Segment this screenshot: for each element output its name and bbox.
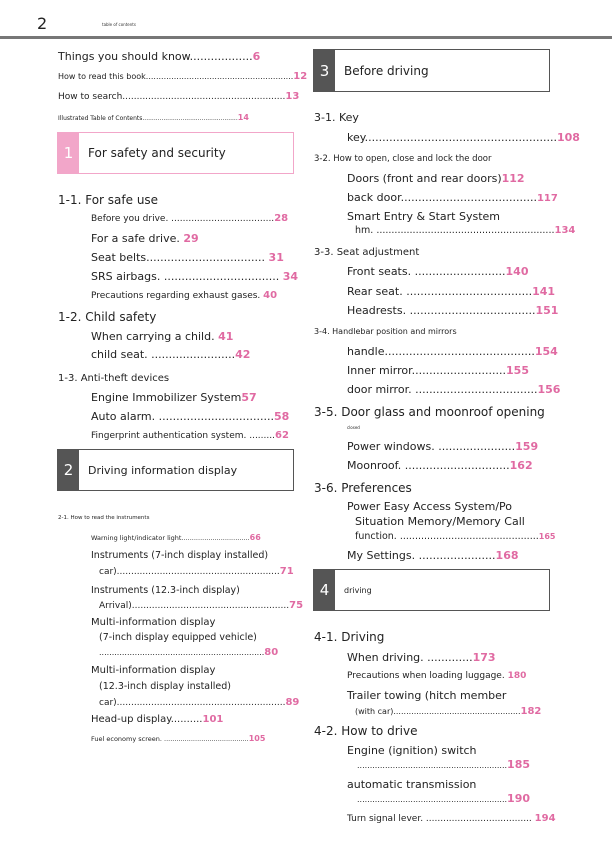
entry-page: 41 bbox=[218, 330, 234, 343]
toc-entry[interactable] bbox=[355, 225, 575, 236]
toc-entry-line[interactable]: Trailer towing (hitch member bbox=[347, 689, 507, 702]
entry-page: 156 bbox=[537, 383, 561, 396]
entry-page: 80 bbox=[264, 647, 279, 658]
toc-entry[interactable] bbox=[91, 391, 257, 404]
chapter-number: 2 bbox=[58, 450, 79, 490]
entry-page: 34 bbox=[282, 270, 299, 283]
entry-text: Power windows. ...................... bbox=[347, 440, 516, 453]
entry-text: Things you should know.................. bbox=[58, 50, 253, 63]
entry-page: 134 bbox=[554, 225, 576, 236]
entry-text: function. .............................................. bbox=[355, 531, 539, 542]
entry-page: 155 bbox=[506, 364, 529, 377]
entry-text: For a safe drive. bbox=[91, 232, 180, 245]
toc-entry-line[interactable]: Instruments (7-inch display installed) bbox=[91, 550, 269, 561]
entry-text: (with car).................................................. bbox=[355, 707, 521, 716]
entry-page: 6 bbox=[252, 50, 261, 63]
toc-entry[interactable] bbox=[91, 533, 261, 542]
entry-page: 173 bbox=[472, 651, 496, 664]
entry-page: 151 bbox=[535, 304, 559, 317]
toc-entry[interactable] bbox=[91, 290, 277, 301]
section-heading: 4-1. Driving bbox=[314, 630, 385, 644]
entry-text: Rear seat. .................................... bbox=[347, 285, 533, 298]
toc-entry[interactable] bbox=[99, 566, 294, 577]
chapter-number: 4 bbox=[314, 570, 335, 610]
entry-page: 66 bbox=[249, 533, 261, 542]
entry-text: Warning light/indicator light................................. bbox=[91, 534, 250, 542]
entry-text: How to read this book.......................................................... bbox=[58, 72, 294, 81]
page-number: 2 bbox=[37, 14, 48, 33]
entry-page: 141 bbox=[532, 285, 556, 298]
section-note: closed bbox=[347, 425, 360, 430]
entry-page: 13 bbox=[285, 91, 300, 102]
toc-entry[interactable] bbox=[347, 265, 528, 278]
entry-text: ........................................................... bbox=[357, 761, 508, 770]
toc-entry-line[interactable]: Power Easy Access System/Po bbox=[347, 500, 513, 513]
entry-page: 57 bbox=[241, 391, 257, 404]
entry-page: 194 bbox=[534, 813, 556, 824]
chapter-number: 1 bbox=[58, 133, 79, 173]
toc-entry-line: (7-inch display equipped vehicle) bbox=[99, 632, 257, 643]
section-heading: 3-4. Handlebar position and mirrors bbox=[314, 327, 457, 336]
toc-entry[interactable] bbox=[91, 330, 233, 343]
toc-entry[interactable] bbox=[99, 697, 299, 708]
chapter-1-box[interactable] bbox=[57, 132, 294, 174]
toc-entry[interactable] bbox=[91, 714, 223, 725]
toc-entry[interactable] bbox=[357, 792, 530, 805]
toc-entry[interactable] bbox=[347, 172, 525, 185]
toc-entry[interactable] bbox=[347, 813, 556, 824]
running-head: table of contents bbox=[102, 22, 136, 27]
entry-text: back door....................................... bbox=[347, 191, 537, 204]
toc-entry[interactable] bbox=[91, 232, 199, 245]
chapter-title: For safety and security bbox=[88, 146, 226, 160]
toc-entry[interactable] bbox=[99, 647, 278, 658]
toc-entry[interactable] bbox=[347, 285, 555, 298]
entry-page: 40 bbox=[263, 290, 278, 301]
chapter-3-box[interactable] bbox=[313, 49, 550, 92]
chapter-title: Before driving bbox=[344, 63, 429, 78]
entry-text: key....................................................... bbox=[347, 131, 557, 144]
entry-page: 154 bbox=[534, 345, 558, 358]
entry-text: Engine Immobilizer System bbox=[91, 391, 242, 404]
toc-entry[interactable] bbox=[357, 758, 530, 771]
entry-page: 182 bbox=[520, 706, 542, 717]
toc-entry[interactable] bbox=[99, 600, 303, 611]
entry-text: My Settings. ...................... bbox=[347, 549, 496, 562]
entry-text: Front seats. .......................... bbox=[347, 265, 506, 278]
toc-entry[interactable] bbox=[91, 430, 289, 441]
entry-text: hm. ........................................................... bbox=[355, 225, 555, 236]
entry-text: SRS airbags. ................................. bbox=[91, 270, 280, 283]
toc-entry[interactable] bbox=[58, 50, 260, 63]
section-heading: 3-5. Door glass and moonroof opening bbox=[314, 405, 545, 419]
entry-text: Moonroof. .............................. bbox=[347, 459, 510, 472]
chapter-title: Driving information display bbox=[88, 463, 238, 477]
entry-text: Fingerprint authentication system. ......... bbox=[91, 431, 275, 441]
entry-text: Turn signal lever. ..................................... bbox=[347, 814, 532, 824]
entry-text: Inner mirror........................... bbox=[347, 364, 507, 377]
entry-text: Precautions regarding exhaust gases. bbox=[91, 291, 261, 301]
entry-page: 62 bbox=[274, 430, 289, 441]
chapter-2-box[interactable] bbox=[57, 449, 294, 491]
toc-entry[interactable] bbox=[347, 191, 558, 204]
entry-page: 190 bbox=[507, 792, 531, 805]
entry-text: Before you drive. .................................... bbox=[91, 214, 275, 224]
entry-text: Precautions when loading luggage. bbox=[347, 671, 505, 681]
entry-page: 31 bbox=[268, 251, 284, 264]
entry-text: Auto alarm. ................................. bbox=[91, 410, 274, 423]
section-heading: 1-3. Anti-theft devices bbox=[58, 373, 170, 384]
toc-entry[interactable] bbox=[347, 383, 560, 396]
toc-entry[interactable] bbox=[91, 270, 298, 283]
top-rule bbox=[0, 36, 612, 39]
entry-text: Headrests. .................................... bbox=[347, 304, 536, 317]
entry-page: 117 bbox=[536, 193, 558, 204]
entry-page: 185 bbox=[507, 758, 531, 771]
entry-text: When driving. ............. bbox=[347, 651, 473, 664]
section-heading: 4-2. How to drive bbox=[314, 724, 418, 738]
entry-page: 75 bbox=[289, 600, 304, 611]
entry-page: 168 bbox=[495, 549, 519, 562]
chapter-title: driving bbox=[344, 585, 372, 595]
toc-entry[interactable] bbox=[91, 251, 284, 264]
chapter-4-box[interactable] bbox=[313, 569, 550, 611]
section-heading: 2-1. How to read the instruments bbox=[58, 515, 150, 521]
entry-text: ........................................................... bbox=[357, 795, 508, 804]
entry-page: 108 bbox=[557, 131, 580, 144]
toc-entry[interactable] bbox=[58, 113, 249, 122]
toc-entry[interactable] bbox=[355, 531, 555, 542]
entry-text: How to search......................................................... bbox=[58, 92, 286, 102]
entry-page: 165 bbox=[538, 532, 556, 541]
section-heading: 1-2. Child safety bbox=[58, 310, 157, 324]
toc-entry-line[interactable]: Multi-information display bbox=[91, 617, 216, 628]
entry-page: 58 bbox=[274, 410, 290, 423]
toc-entry[interactable] bbox=[347, 304, 558, 317]
toc-entry[interactable] bbox=[347, 671, 526, 681]
entry-page: 180 bbox=[507, 671, 527, 681]
entry-page: 14 bbox=[237, 113, 249, 122]
toc-entry-line: (12.3-inch display installed) bbox=[99, 681, 231, 692]
entry-page: 112 bbox=[501, 172, 525, 185]
entry-text: Illustrated Table of Contents.................................................. bbox=[58, 115, 238, 122]
entry-page: 140 bbox=[505, 265, 529, 278]
toc-entry[interactable] bbox=[347, 549, 519, 562]
section-heading: 3-1. Key bbox=[314, 111, 359, 124]
entry-text: When carrying a child. bbox=[91, 330, 215, 343]
toc-entry-line[interactable]: Multi-information display bbox=[91, 665, 216, 676]
entry-page: 105 bbox=[248, 734, 266, 743]
toc-entry[interactable] bbox=[347, 651, 496, 664]
entry-page: 89 bbox=[285, 697, 300, 708]
toc-entry[interactable] bbox=[347, 459, 533, 472]
entry-page: 159 bbox=[515, 440, 539, 453]
toc-entry-line[interactable]: automatic transmission bbox=[347, 778, 477, 791]
section-heading: 3-2. How to open, close and lock the door bbox=[314, 154, 492, 164]
entry-page: 29 bbox=[183, 232, 199, 245]
toc-entry-line: Situation Memory/Memory Call bbox=[355, 515, 525, 528]
toc-entry[interactable] bbox=[58, 71, 307, 82]
entry-text: handle........................................... bbox=[347, 345, 535, 358]
toc-entry[interactable] bbox=[355, 706, 541, 717]
entry-page: 71 bbox=[279, 566, 294, 577]
entry-text: Seat belts.................................. bbox=[91, 251, 266, 264]
toc-entry-line[interactable]: Engine (ignition) switch bbox=[347, 744, 477, 757]
entry-text: Fuel economy screen. ......................................... bbox=[91, 735, 249, 743]
entry-page: 28 bbox=[274, 213, 289, 224]
section-heading: 1-1. For safe use bbox=[58, 193, 159, 207]
entry-text: Head-up display.......... bbox=[91, 714, 203, 725]
entry-page: 101 bbox=[202, 714, 224, 725]
toc-entry[interactable] bbox=[91, 734, 265, 743]
chapter-number: 3 bbox=[314, 50, 335, 91]
toc-entry[interactable] bbox=[91, 410, 289, 423]
entry-text: car)......................................................... bbox=[99, 567, 280, 577]
toc-entry[interactable] bbox=[347, 345, 558, 358]
toc-entry[interactable] bbox=[58, 91, 299, 102]
entry-page: 162 bbox=[509, 459, 533, 472]
section-heading: 3-6. Preferences bbox=[314, 481, 412, 495]
toc-entry[interactable] bbox=[347, 440, 538, 453]
entry-text: ................................................................. bbox=[99, 648, 265, 657]
entry-text: Arrival)....................................................... bbox=[99, 601, 290, 611]
entry-text: Doors (front and rear doors) bbox=[347, 172, 502, 185]
toc-entry[interactable] bbox=[347, 131, 580, 144]
toc-entry-line[interactable]: Instruments (12.3-inch display) bbox=[91, 585, 240, 596]
entry-text: door mirror. ................................... bbox=[347, 383, 538, 396]
entry-text: car)........................................................... bbox=[99, 698, 286, 708]
section-heading: 3-3. Seat adjustment bbox=[314, 247, 420, 258]
entry-page: 42 bbox=[235, 348, 251, 361]
toc-entry[interactable] bbox=[91, 348, 250, 361]
toc-entry[interactable] bbox=[91, 213, 288, 224]
toc-entry[interactable] bbox=[347, 364, 529, 377]
entry-text: child seat. ........................ bbox=[91, 348, 236, 361]
toc-entry-line[interactable]: Smart Entry & Start System bbox=[347, 210, 500, 223]
entry-page: 12 bbox=[293, 71, 308, 82]
